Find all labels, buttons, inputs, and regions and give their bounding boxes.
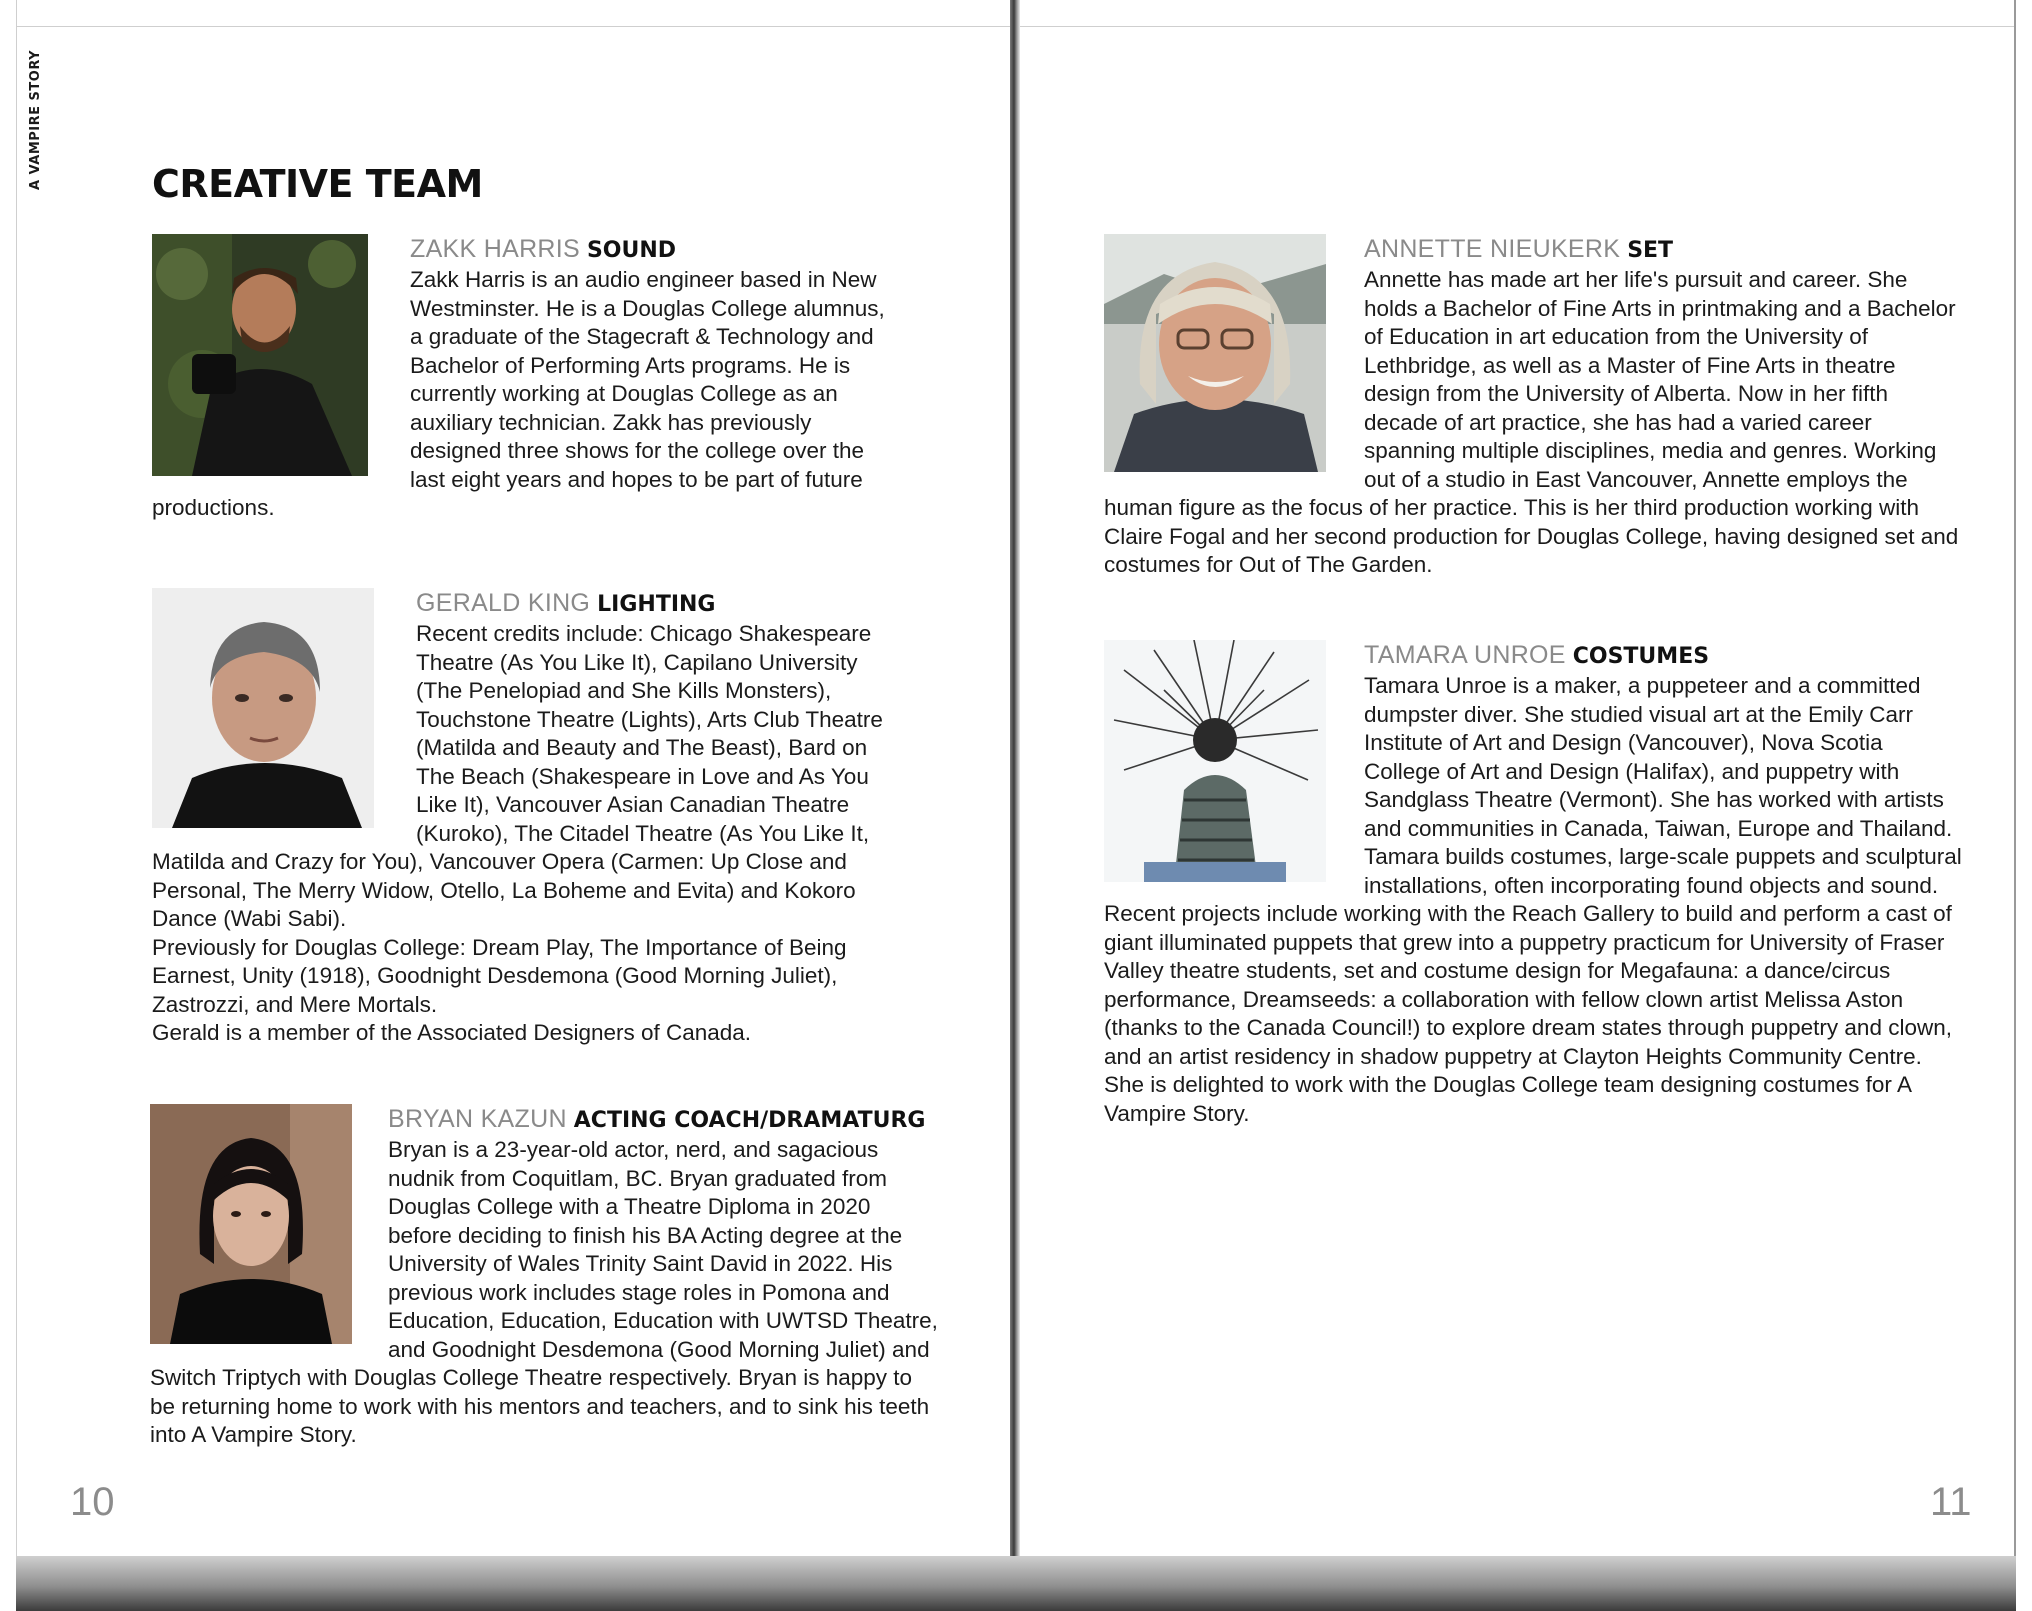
portrait-image bbox=[1104, 234, 1326, 472]
bio-text: Tamara Unroe is a maker, a puppeteer and a committed dumpster diver. She studied visual art at the Emily Carr Institute of Art and Design (Vancouver), Nova Scotia College of Art and Design (Halifax), and puppetry with Sandglass Theatre (Vermont). She has worked with artists and communities in Canada, Taiwan, Europe and Thailand. Tamara builds costumes, large-scale puppets and sculptural installations, often incorporating found objects and sound. Recent projects include working with the Reach Gallery to build and perform a cast of giant illuminated puppets that grew into a puppetry practicum for University of Fraser Valley theatre students, set and costume design for Megafauna: a dance/circus performance, Dreamseeds: a collaboration with fellow clown artist Melissa Aston (thanks to the Canada Council!) to explore dream states through puppetry and clown, and an artist residency in shadow puppetry at Clayton Heights Community Centre. She is delighted to work with the Douglas College team designing costumes for A Vampire Story. bbox=[1104, 673, 1962, 1126]
gerald-king-photo bbox=[152, 588, 374, 828]
bio-bryan-kazun bbox=[150, 1104, 940, 1450]
costume-image bbox=[1104, 640, 1326, 882]
bio-gerald-king bbox=[152, 588, 892, 1048]
page-edge bbox=[2014, 0, 2016, 1560]
designer-role: SET bbox=[1627, 238, 1674, 263]
zakk-harris-photo bbox=[152, 234, 368, 476]
designer-role: LIGHTING bbox=[597, 592, 716, 617]
bio-text: Annette has made art her life's pursuit and career. She holds a Bachelor of Fine Arts in printmaking and a Bachelor of Education in art education from the University of Lethbridge, as well as a Master of Fine Arts in theatre design from the University of Alberta. Now in her fifth decade of art practice, she has had a varied career spanning multiple disciplines, media and genres. Working out of a studio in East Vancouver, Annette employs the human figure as the focus of her practice. This is her third production working with Claire Fogal and her second production for Douglas College, having designed set and costumes for Out of The Garden. bbox=[1104, 267, 1959, 577]
designer-name: ANNETTE NIEUKERK bbox=[1364, 235, 1621, 263]
page-number-right: 11 bbox=[1930, 1480, 1972, 1524]
bio-zakk-harris bbox=[152, 234, 892, 523]
bio-credits: Recent credits include: Chicago Shakespeare Theatre (As You Like It), Capilano University (The Penelopiad and She Kills Monsters), Touchstone Theatre (Lights), Arts Club Theatre (Matilda and Beauty and The Beast), Bard on The Beach (Shakespeare in Love and As You Like It), Vancouver Asian Canadian Theatre (Kuroko), The Citadel Theatre (As You Like It, Matilda and Crazy for You), Vancouver Opera (Carmen: Up Close and Personal, The Merry Widow, Otello, La Boheme and Evita) and Kokoro Dance (Wabi Sabi). bbox=[152, 621, 883, 931]
scan-shadow bbox=[16, 1556, 2016, 1611]
top-edge-line bbox=[1020, 26, 2014, 27]
portrait-image bbox=[152, 234, 368, 476]
designer-name: GERALD KING bbox=[416, 589, 591, 617]
bio-membership: Gerald is a member of the Associated Designers of Canada. bbox=[152, 1020, 752, 1045]
bio-tamara-unroe bbox=[1104, 640, 1964, 1128]
designer-name: BRYAN KAZUN bbox=[388, 1105, 567, 1133]
page-number-left: 10 bbox=[70, 1480, 115, 1524]
bio-douglas-credits: Previously for Douglas College: Dream Play, The Importance of Being Earnest, Unity (1918), Goodnight Desdemona (Good Morning Juliet), Zastrozzi, and Mere Mortals. bbox=[152, 934, 847, 1017]
bio-annette-nieukerk bbox=[1104, 234, 1964, 580]
running-head: A VAMPIRE STORY bbox=[28, 49, 43, 190]
bryan-kazun-photo bbox=[150, 1104, 352, 1344]
top-edge-line bbox=[16, 26, 1012, 27]
designer-name: TAMARA UNROE bbox=[1364, 641, 1566, 669]
section-title: CREATIVE TEAM bbox=[152, 162, 483, 206]
book-gutter bbox=[1010, 0, 1020, 1560]
portrait-image bbox=[150, 1104, 352, 1344]
tamara-unroe-photo bbox=[1104, 640, 1326, 882]
portrait-image bbox=[152, 588, 374, 828]
designer-name: ZAKK HARRIS bbox=[410, 235, 580, 263]
bio-text: Zakk Harris is an audio engineer based in New Westminster. He is a Douglas College alumnus, a graduate of the Stagecraft & Technology and Bachelor of Performing Arts programs. He is currently working at Douglas College as an auxiliary technician. Zakk has previously designed three shows for the college over the last eight years and hopes to be part of future productions. bbox=[152, 267, 885, 520]
designer-role: COSTUMES bbox=[1572, 644, 1710, 669]
annette-nieukerk-photo bbox=[1104, 234, 1326, 472]
designer-role: ACTING COACH/DRAMATURG bbox=[573, 1108, 926, 1133]
designer-role: SOUND bbox=[586, 238, 677, 263]
bio-text: Bryan is a 23-year-old actor, nerd, and sagacious nudnik from Coquitlam, BC. Bryan graduated from Douglas College with a Theatre Diploma in 2020 before deciding to finish his BA Acting degree at the University of Wales Trinity Saint David in 2022. His previous work includes stage roles in Pomona and Education, Education, Education with UWTSD Theatre, and Goodnight Desdemona (Good Morning Juliet) and Switch Triptych with Douglas College Theatre respectively. Bryan is happy to be returning home to work with his mentors and teachers, and to sink his teeth into A Vampire Story. bbox=[150, 1137, 938, 1447]
